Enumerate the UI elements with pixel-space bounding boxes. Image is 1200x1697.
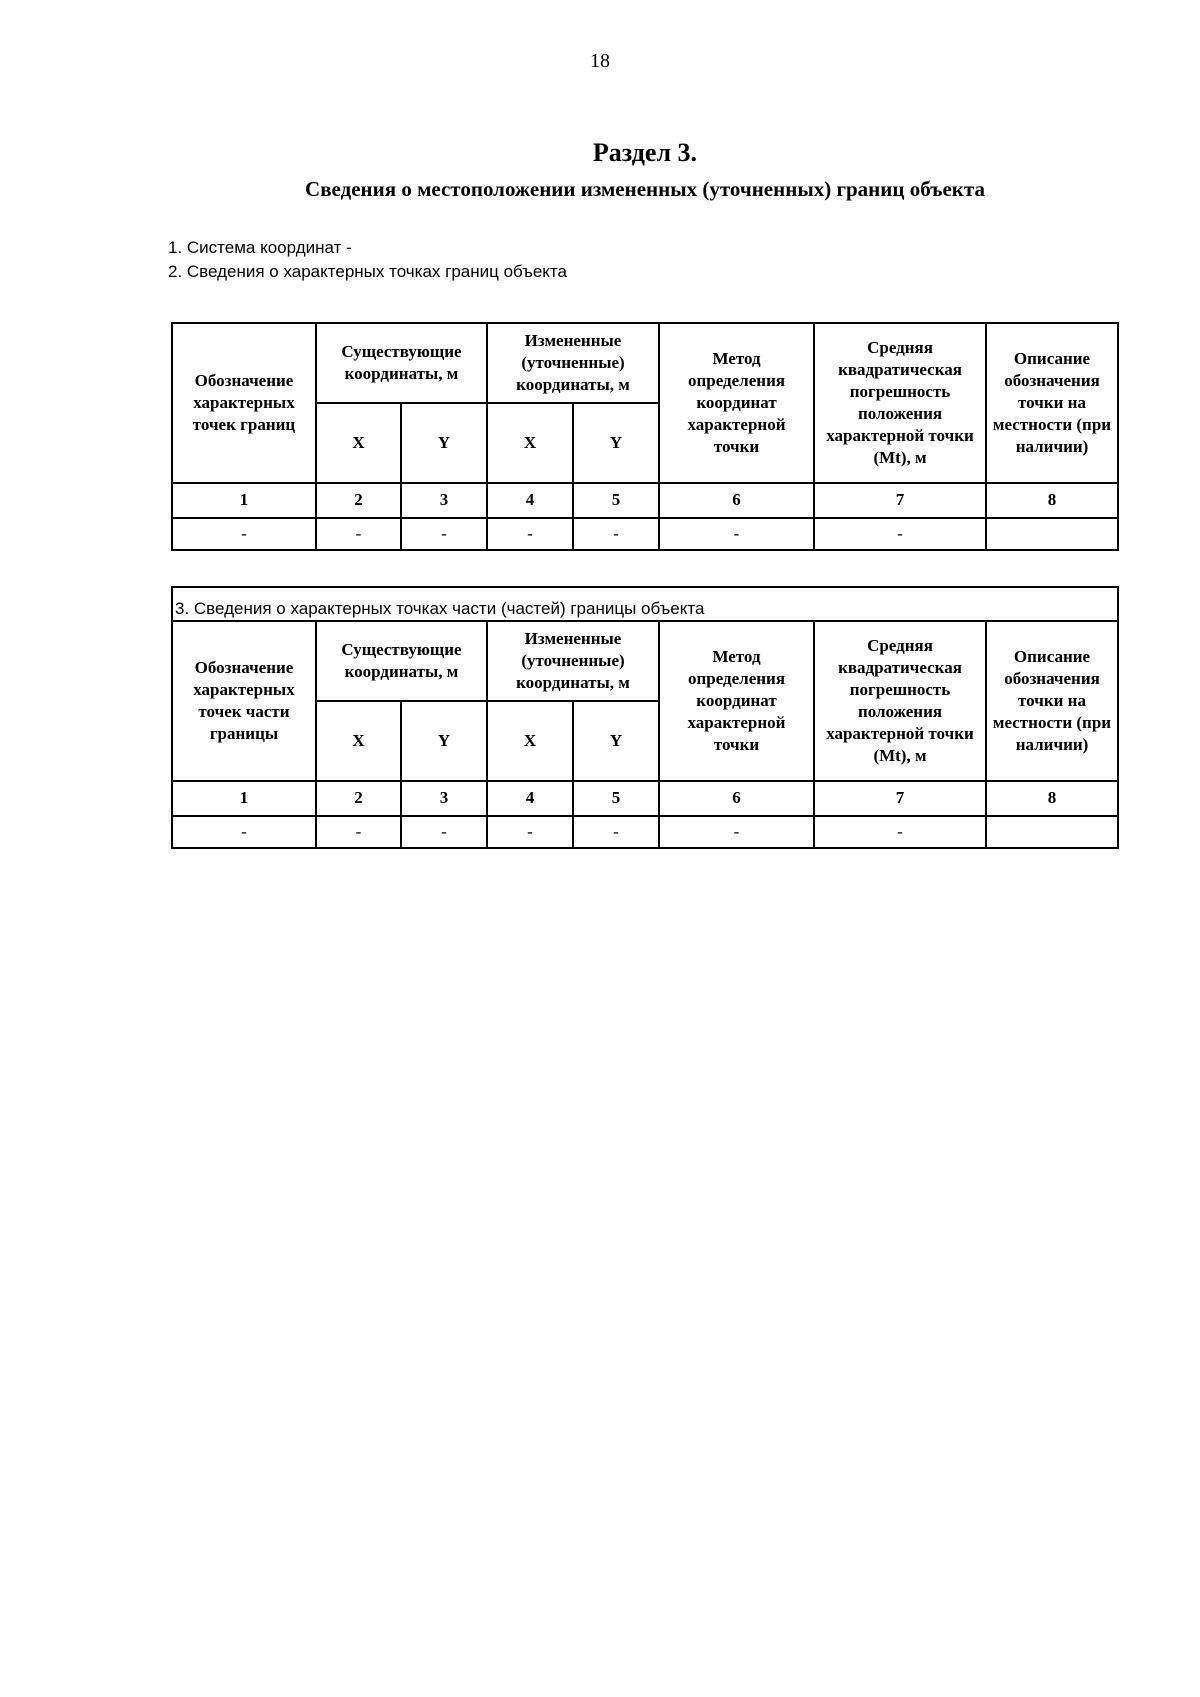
header-description: Описание обозначения точки на местности (при наличии) xyxy=(986,621,1118,781)
table-cell: - xyxy=(814,816,986,848)
table-caption: 3. Сведения о характерных точках части (частей) границы объекта xyxy=(172,587,1118,621)
column-number: 1 xyxy=(172,483,316,518)
header-error: Средняя квадратическая погрешность положения характерной точки (Mt), м xyxy=(814,323,986,483)
section-title: Раздел 3. xyxy=(592,138,698,167)
header-y-existing: Y xyxy=(401,403,487,483)
header-existing-coords: Существующие координаты, м xyxy=(316,621,487,701)
column-numbers-row xyxy=(172,483,1118,518)
column-numbers-row xyxy=(172,781,1118,816)
column-number: 5 xyxy=(573,781,659,816)
table-cell: - xyxy=(814,518,986,550)
header-changed-coords: Измененные (уточненные) координаты, м xyxy=(487,323,659,403)
column-number: 6 xyxy=(659,781,814,816)
table-cell: - xyxy=(487,518,573,550)
table-cell: - xyxy=(573,518,659,550)
header-changed-coords: Измененные (уточненные) координаты, м xyxy=(487,621,659,701)
column-number: 7 xyxy=(814,483,986,518)
column-number: 3 xyxy=(401,483,487,518)
header-method: Метод определения координат характерной точки xyxy=(659,323,814,483)
part-boundary-points-table xyxy=(171,586,1119,849)
column-number: 2 xyxy=(316,483,401,518)
header-x-changed: X xyxy=(487,701,573,781)
column-number: 1 xyxy=(172,781,316,816)
header-y-changed: Y xyxy=(573,403,659,483)
header-error: Средняя квадратическая погрешность положения характерной точки (Mt), м xyxy=(814,621,986,781)
table-cell xyxy=(986,518,1118,550)
column-number: 5 xyxy=(573,483,659,518)
header-description: Описание обозначения точки на местности (при наличии) xyxy=(986,323,1118,483)
header-existing-coords: Существующие координаты, м xyxy=(316,323,487,403)
header-designation: Обозначение характерных точек границ xyxy=(172,323,316,483)
header-x-existing: X xyxy=(316,403,401,483)
table-cell: - xyxy=(573,816,659,848)
table-cell: - xyxy=(172,816,316,848)
table-cell: - xyxy=(316,816,401,848)
table-cell: - xyxy=(401,518,487,550)
header-x-changed: X xyxy=(487,403,573,483)
column-number: 3 xyxy=(401,781,487,816)
table-row xyxy=(172,816,1118,848)
table-cell: - xyxy=(659,816,814,848)
table-cell: - xyxy=(487,816,573,848)
column-number: 8 xyxy=(986,483,1118,518)
table-cell: - xyxy=(316,518,401,550)
coordinate-system-line: 1. Система координат - xyxy=(168,238,352,257)
column-number: 6 xyxy=(659,483,814,518)
table-row xyxy=(172,518,1118,550)
column-number: 7 xyxy=(814,781,986,816)
boundary-points-table xyxy=(171,322,1119,551)
column-number: 4 xyxy=(487,781,573,816)
table-cell: - xyxy=(659,518,814,550)
column-number: 4 xyxy=(487,483,573,518)
points-info-line: 2. Сведения о характерных точках границ объекта xyxy=(168,262,567,281)
section-subtitle: Сведения о местоположении измененных (уточненных) границ объекта xyxy=(305,177,985,201)
column-number: 8 xyxy=(986,781,1118,816)
header-y-changed: Y xyxy=(573,701,659,781)
header-designation: Обозначение характерных точек части границы xyxy=(172,621,316,781)
header-method: Метод определения координат характерной точки xyxy=(659,621,814,781)
page-number: 18 xyxy=(590,50,610,72)
column-number: 2 xyxy=(316,781,401,816)
table-cell xyxy=(986,816,1118,848)
table-cell: - xyxy=(172,518,316,550)
header-x-existing: X xyxy=(316,701,401,781)
header-y-existing: Y xyxy=(401,701,487,781)
table-cell: - xyxy=(401,816,487,848)
